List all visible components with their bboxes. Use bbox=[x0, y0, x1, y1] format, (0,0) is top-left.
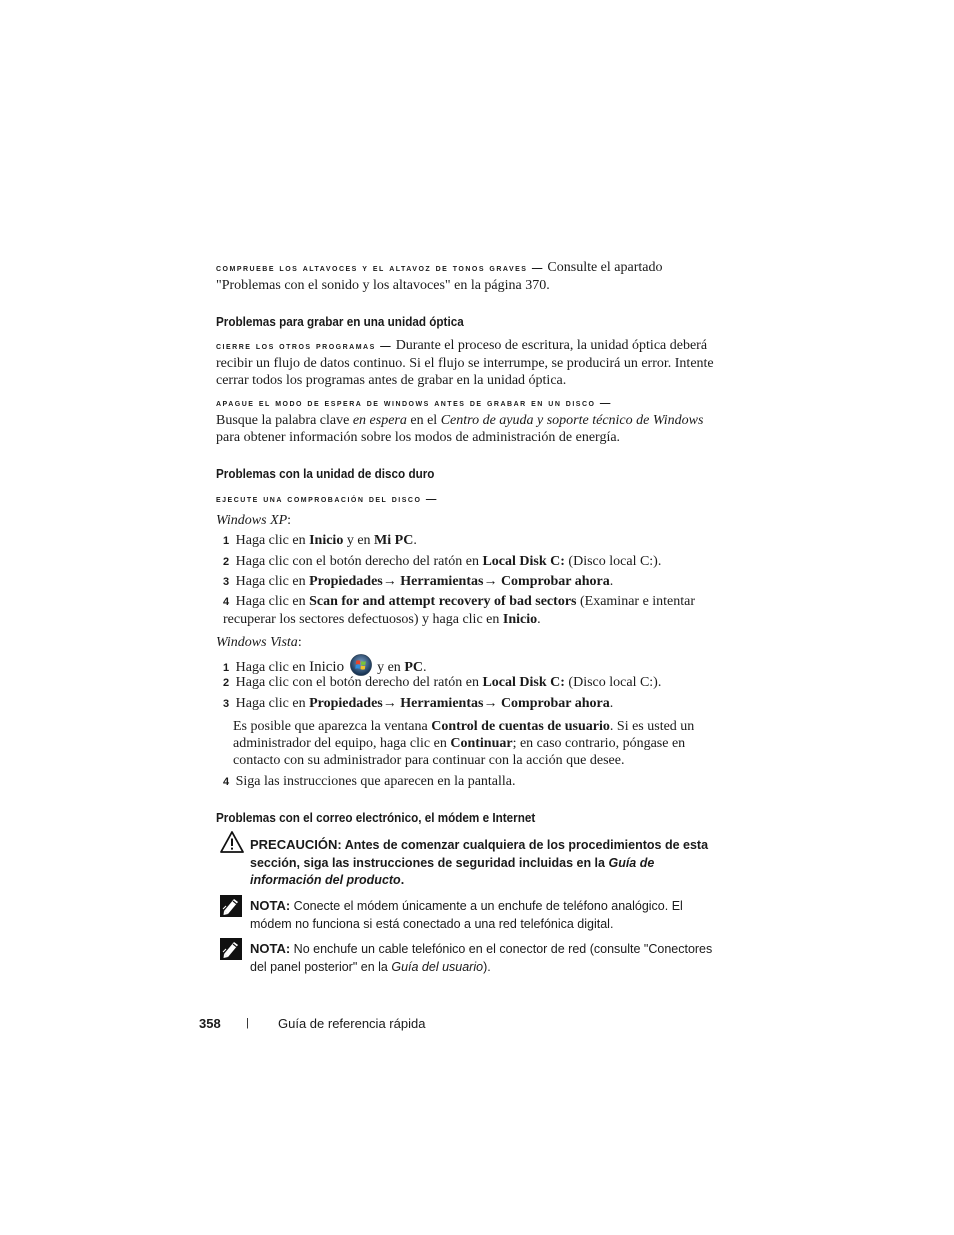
footer-title: Guía de referencia rápida bbox=[278, 1016, 426, 1031]
vista-step-3: 3 Haga clic en Propiedades→ Herramientas→ Comprobar ahora. bbox=[223, 696, 614, 711]
footer-separator: | bbox=[246, 1017, 249, 1029]
vista-step-4: 4 Siga las instrucciones que aparecen en la pantalla. bbox=[223, 774, 516, 789]
windows-start-orb-icon bbox=[350, 654, 372, 676]
note-pencil-icon bbox=[220, 938, 242, 965]
heading-email: Problemas con el correo electrónico, el módem e Internet bbox=[216, 810, 536, 825]
xp-step-1: 1 Haga clic en Inicio y en Mi PC. bbox=[223, 533, 417, 548]
vista-step-1: 1 Haga clic en Inicio y en PC. bbox=[223, 654, 718, 677]
note-modem: NOTA: Conecte el módem únicamente a un enchufe de teléfono analógico. El módem no funciona si está conectado a una red telefónica digital. bbox=[250, 898, 683, 931]
standby-paragraph: apague el modo de espera de windows antes de grabar en un disco — Busque la palabra clave en espera en el Centro de ayuda y soporte técnico de Windows para obtener información sobre los modos de administración de energía. bbox=[216, 397, 704, 445]
xp-step-2: 2 Haga clic con el botón derecho del ratón en Local Disk C: (Disco local C:). bbox=[223, 554, 662, 569]
page-number: 358 bbox=[199, 1016, 221, 1031]
note-network: NOTA: No enchufe un cable telefónico en el conector de red (consulte "Conectores del panel posterior" en la Guía del usuario). bbox=[250, 941, 713, 974]
vista-step-2: 2 Haga clic con el botón derecho del ratón en Local Disk C: (Disco local C:). bbox=[223, 675, 662, 690]
xp-step-3: 3 Haga clic en Propiedades→ Herramientas→ Comprobar ahora. bbox=[223, 574, 614, 589]
caution-note: PRECAUCIÓN: Antes de comenzar cualquiera de los procedimientos de esta sección, siga las instrucciones de seguridad incluidas en la Guía de información del producto. bbox=[250, 837, 709, 887]
heading-optical: Problemas para grabar en una unidad óptica bbox=[216, 314, 464, 329]
xp-label: Windows XP: bbox=[216, 513, 292, 528]
xp-step-4: 4 Haga clic en Scan for and attempt recovery of bad sectors (Examinar e intentar recuperar los sectores defectuosos) y haga clic en Inicio. bbox=[223, 594, 696, 627]
check-disk-lead: ejecute una comprobación del disco — bbox=[216, 493, 438, 505]
close-programs-paragraph: cierre los otros programas — Durante el proceso de escritura, la unidad óptica deberá recibir un flujo de datos continuo. Si el flujo se interrumpe, se producirá un error. Intente cerrar todos los programas antes de grabar en la unidad óptica. bbox=[216, 338, 714, 388]
speakers-lead: compruebe los altavoces y el altavoz de tonos graves — bbox=[216, 262, 544, 274]
heading-hard-drive: Problemas con la unidad de disco duro bbox=[216, 466, 435, 481]
speakers-paragraph: compruebe los altavoces y el altavoz de tonos graves — Consulte el apartado "Problemas con el sonido y los altavoces" en la página 370. bbox=[216, 260, 663, 293]
note-pencil-icon bbox=[220, 895, 242, 922]
vista-label: Windows Vista: bbox=[216, 635, 302, 650]
uac-paragraph: Es posible que aparezca la ventana Control de cuentas de usuario. Si es usted un administrador del equipo, haga clic en Continuar; en caso contrario, póngase en contacto con su administrador para continuar con la acción que desee. bbox=[233, 719, 695, 768]
warning-triangle-icon bbox=[220, 830, 244, 859]
